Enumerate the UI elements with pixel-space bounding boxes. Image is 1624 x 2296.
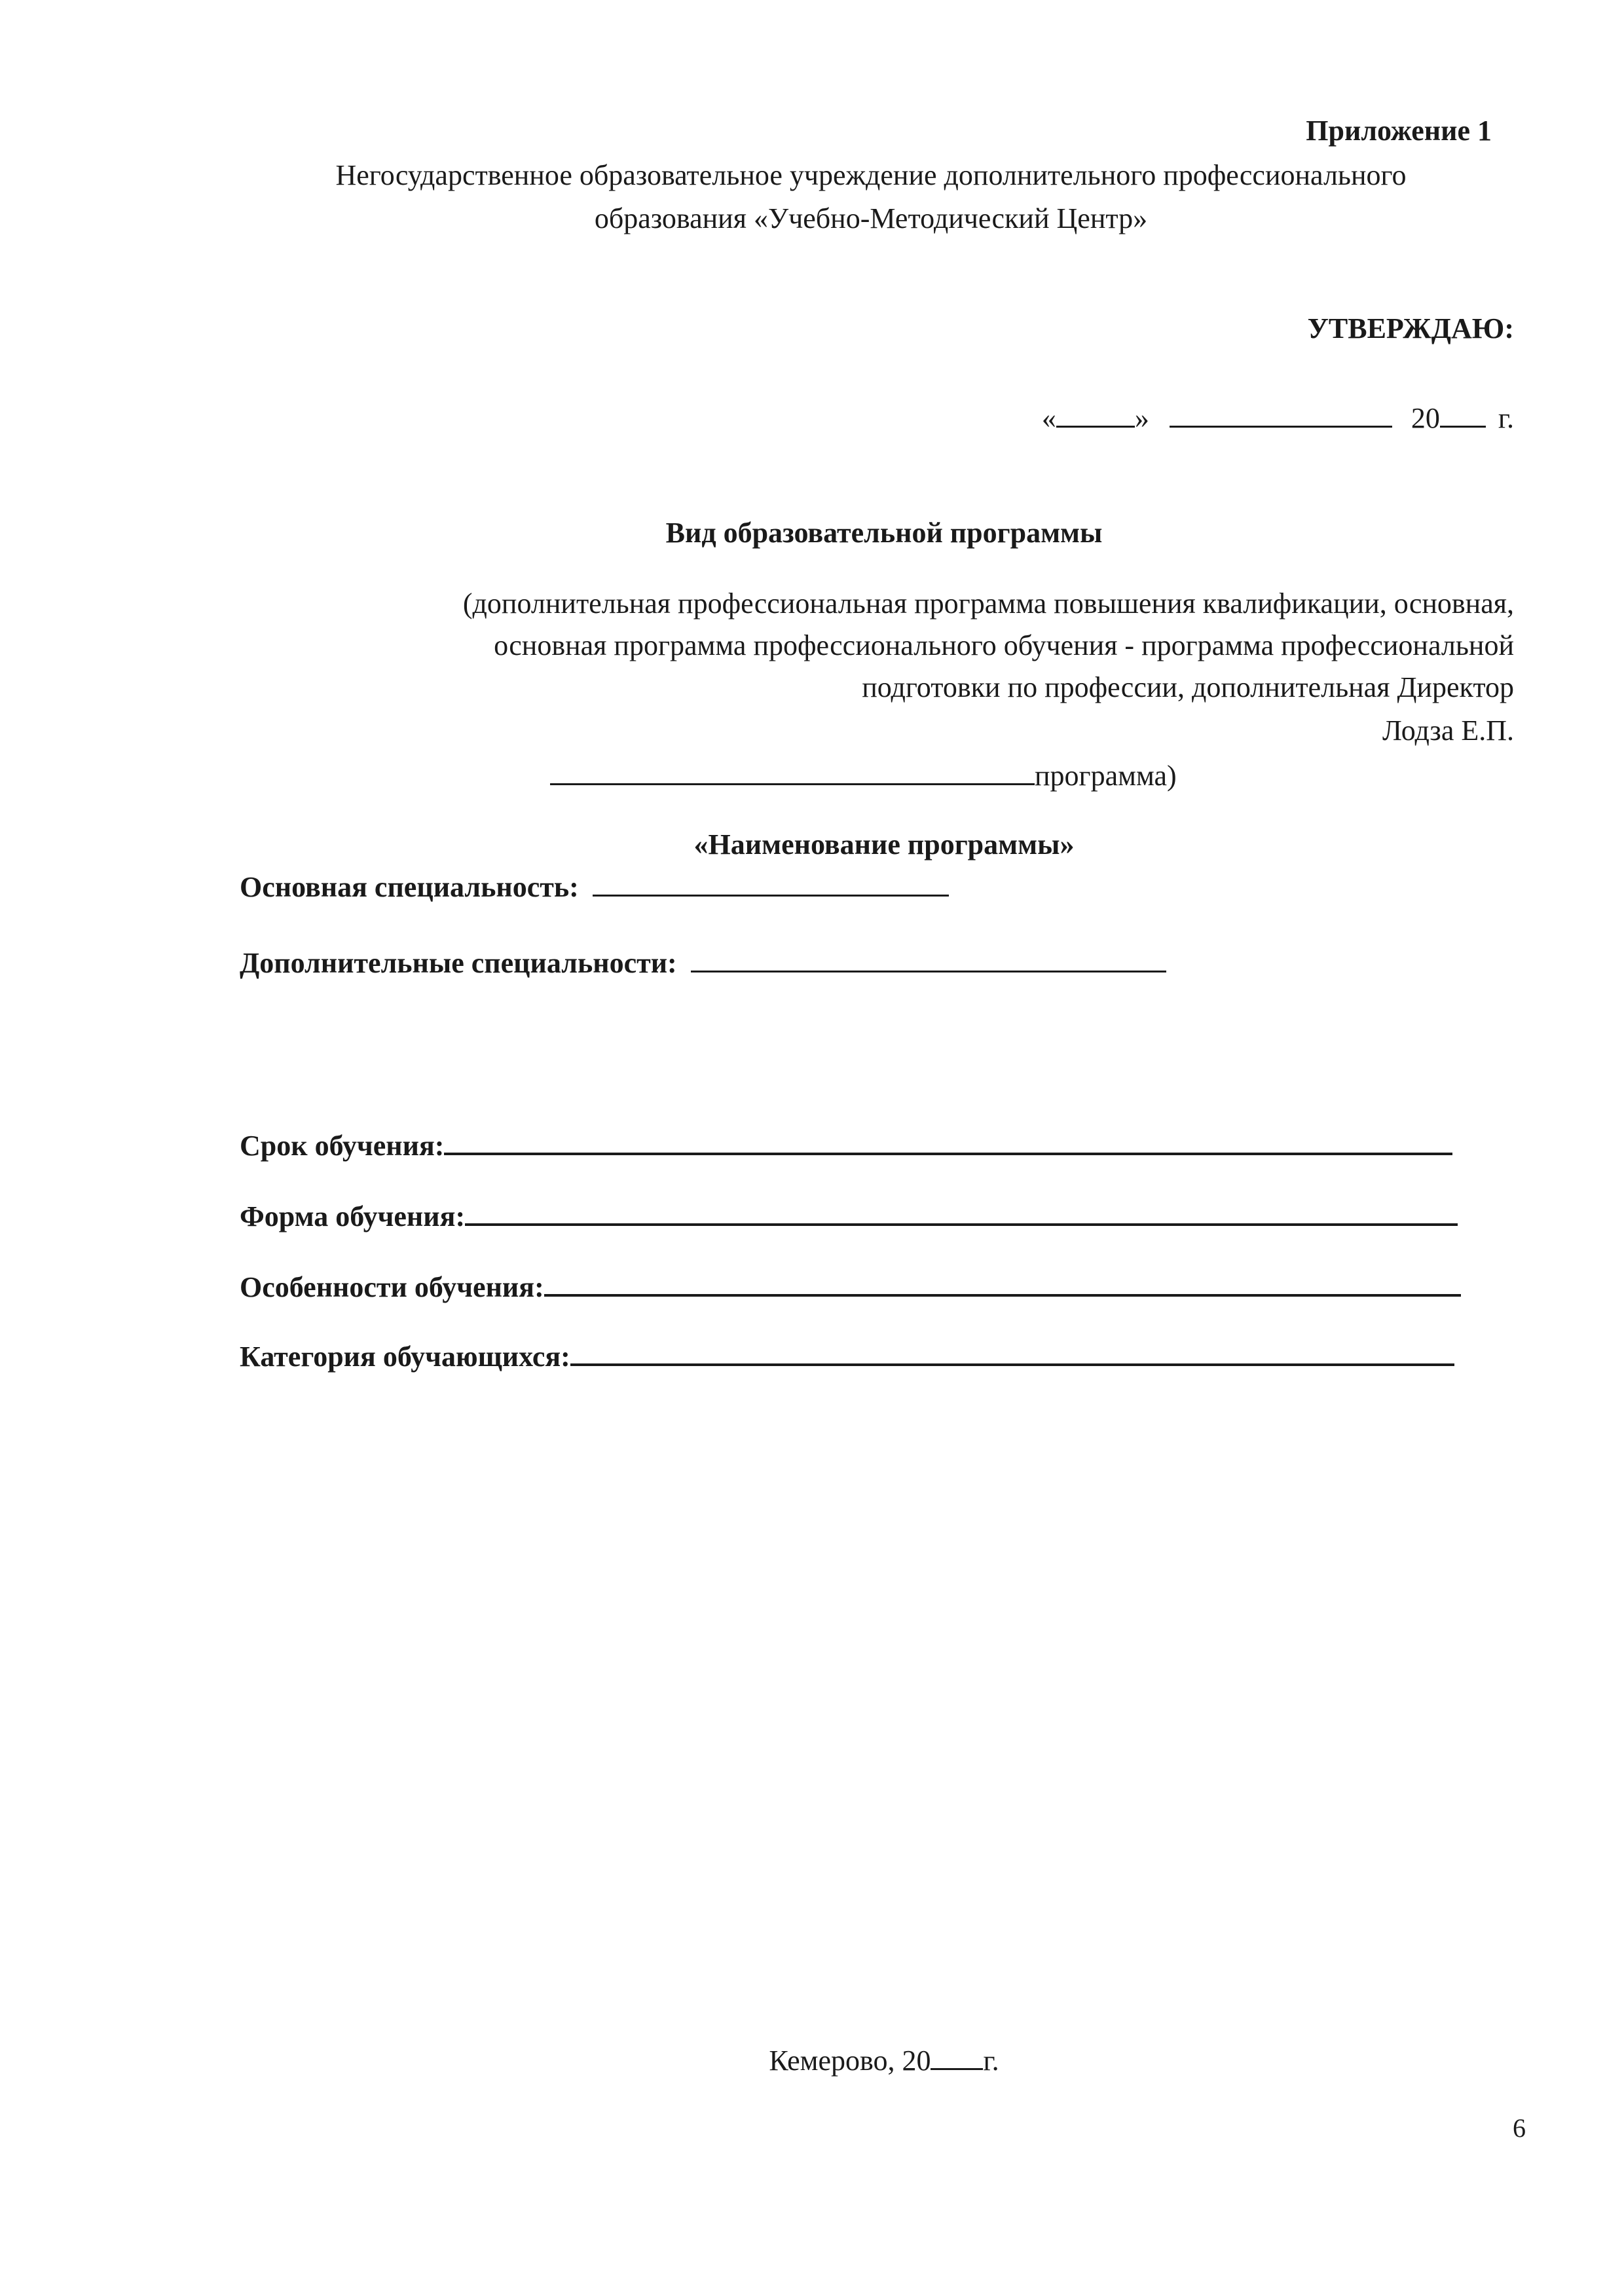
study-term-blank[interactable] [444,1122,1452,1155]
additional-specialties-label: Дополнительные специальности: [240,947,677,979]
city-year-line [249,2038,1519,2082]
main-specialty-blank[interactable] [593,864,949,897]
program-type-line5 [550,753,1177,797]
study-form-blank[interactable] [465,1193,1458,1226]
study-form-row [240,1193,1458,1238]
appendix-label: Приложение 1 [1306,115,1492,147]
date-open-quote: « [1041,402,1056,434]
main-specialty-label: Основная специальность: [240,871,579,903]
program-type-title: Вид образовательной программы [665,517,1103,549]
approval-label: УТВЕРЖДАЮ: [1307,312,1514,344]
additional-specialties-blank[interactable] [691,940,1166,972]
program-name-title: «Наименование программы» [693,828,1075,861]
date-year-suffix: г. [1498,402,1514,434]
learner-category-label: Категория обучающихся: [240,1341,570,1373]
city-year-blank [931,2038,983,2070]
study-features-row [240,1264,1461,1308]
city-year-prefix: Кемерово, 20 [769,2045,931,2077]
date-day-blank [1056,396,1135,428]
program-type-line2: основная программа профессионального обучения - программа профессиональной [494,629,1514,661]
study-term-label: Срок обучения: [240,1130,445,1162]
organization-name-line1: Негосударственное образовательное учреждение дополнительного профессионального [335,159,1407,191]
main-specialty-row [240,864,949,908]
director-name: Лодза Е.П. [1382,714,1514,747]
date-close-quote: » [1134,402,1149,434]
date-month-blank [1170,396,1392,428]
study-term-row [240,1122,1452,1167]
city-year-suffix: г. [983,2045,999,2077]
page-number: 6 [1513,2113,1526,2143]
date-year-prefix: 20 [1411,402,1440,434]
learner-category-row [240,1333,1454,1378]
organization-name-line2: образования «Учебно-Методический Центр» [594,202,1148,234]
program-type-line3: подготовки по профессии, дополнительная Директор [862,671,1514,703]
study-features-blank[interactable] [544,1264,1461,1297]
date-year-blank [1440,396,1486,428]
study-features-label: Особенности обучения: [240,1271,544,1303]
study-form-label: Форма обучения: [240,1200,466,1232]
additional-specialties-row [240,940,1166,984]
program-type-blank [550,753,1035,785]
program-type-line5-suffix: программа) [1035,760,1177,792]
program-type-line1: (дополнительная профессиональная программа повышения квалификации, основная, [462,587,1514,620]
learner-category-blank[interactable] [570,1333,1454,1366]
approval-date-line [1042,396,1514,439]
